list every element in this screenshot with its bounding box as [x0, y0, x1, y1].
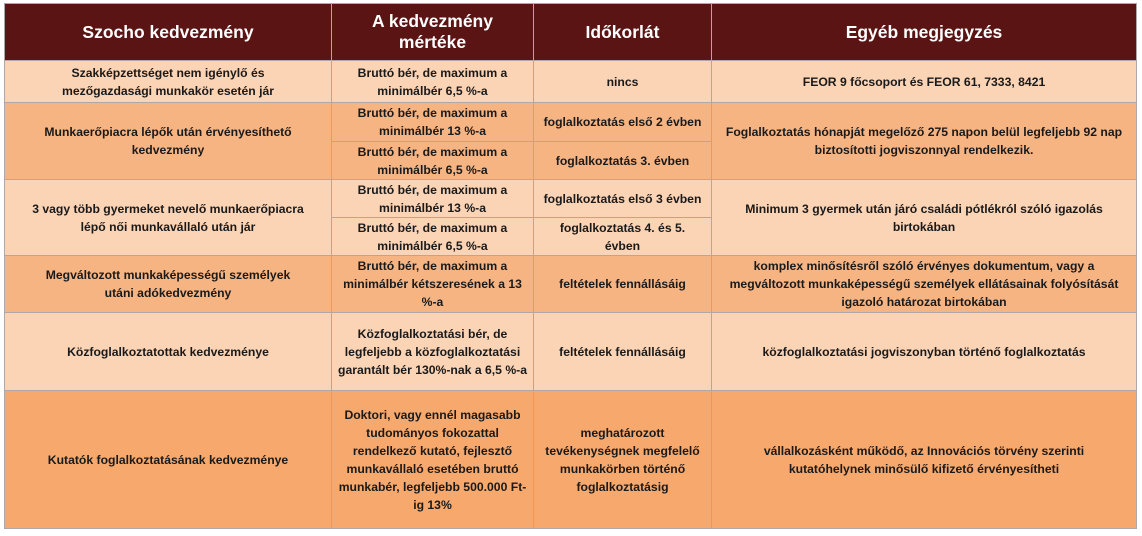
discount-table [4, 3, 1137, 529]
table-row [5, 256, 1137, 313]
table-row [5, 313, 1137, 391]
table-row [5, 61, 1137, 103]
row-time-limit: feltételek fennállásáig [534, 256, 712, 313]
header-szocho: Szocho kedvezmény [5, 4, 332, 61]
row-time-limit: feltételek fennállásáig [534, 313, 712, 391]
row-rate: Bruttó bér, de maximum a minimálbér 6,5 %-a [332, 142, 534, 180]
row-time-limit: foglalkoztatás 4. és 5. évben [534, 218, 712, 256]
header-rate: A kedvezmény mértéke [332, 4, 534, 61]
row-note: vállalkozásként működő, az Innovációs törvény szerinti kutatóhelynek minősülő kifizető érvényesítheti [712, 391, 1137, 529]
row-time-limit: nincs [534, 61, 712, 103]
row-name: 3 vagy több gyermeket nevelő munkaerőpiacra lépő női munkavállaló után jár [5, 180, 332, 256]
row-time-limit: foglalkoztatás első 2 évben [534, 103, 712, 142]
table-row [5, 180, 1137, 218]
row-name: Közfoglalkoztatottak kedvezménye [5, 313, 332, 391]
row-name: Szakképzettséget nem igénylő és mezőgazdasági munkakör esetén jár [5, 61, 332, 103]
row-note: Minimum 3 gyermek után járó családi pótlékról szóló igazolás birtokában [712, 180, 1137, 256]
header-row [5, 4, 1137, 61]
row-name: Megváltozott munkaképességű személyek utáni adókedvezmény [5, 256, 332, 313]
row-name: Munkaerőpiacra lépők után érvényesíthető kedvezmény [5, 103, 332, 180]
header-time-limit: Időkorlát [534, 4, 712, 61]
row-rate: Közfoglalkoztatási bér, de legfeljebb a közfoglalkoztatási garantált bér 130%-nak a 6,5 %-a [332, 313, 534, 391]
row-note: komplex minősítésről szóló érvényes dokumentum, vagy a megváltozott munkaképességű személyek ellátásainak folyósítását igazoló határozat birtokában [712, 256, 1137, 313]
header-note: Egyéb megjegyzés [712, 4, 1137, 61]
row-rate: Bruttó bér, de maximum a minimálbér 6,5 %-a [332, 218, 534, 256]
row-rate: Bruttó bér, de maximum a minimálbér 6,5 %-a [332, 61, 534, 103]
row-rate: Bruttó bér, de maximum a minimálbér 13 %-a [332, 103, 534, 142]
row-time-limit: foglalkoztatás első 3 évben [534, 180, 712, 218]
row-time-limit: foglalkoztatás 3. évben [534, 142, 712, 180]
table-row [5, 103, 1137, 142]
row-rate: Doktori, vagy ennél magasabb tudományos fokozattal rendelkező kutató, fejlesztő munkavállaló esetében bruttó munkabér, legfeljebb 500.000 Ft-ig 13% [332, 391, 534, 529]
row-name: Kutatók foglalkoztatásának kedvezménye [5, 391, 332, 529]
row-rate: Bruttó bér, de maximum a minimálbér 13 %-a [332, 180, 534, 218]
row-time-limit: meghatározott tevékenységnek megfelelő munkakörben történő foglalkoztatásig [534, 391, 712, 529]
row-rate: Bruttó bér, de maximum a minimálbér kétszeresének a 13 %-a [332, 256, 534, 313]
row-note: Foglalkoztatás hónapját megelőző 275 napon belül legfeljebb 92 nap biztosítotti jogviszonnyal rendelkezik. [712, 103, 1137, 180]
table-row [5, 391, 1137, 529]
row-note: FEOR 9 főcsoport és FEOR 61, 7333, 8421 [712, 61, 1137, 103]
row-note: közfoglalkoztatási jogviszonyban történő foglalkoztatás [712, 313, 1137, 391]
